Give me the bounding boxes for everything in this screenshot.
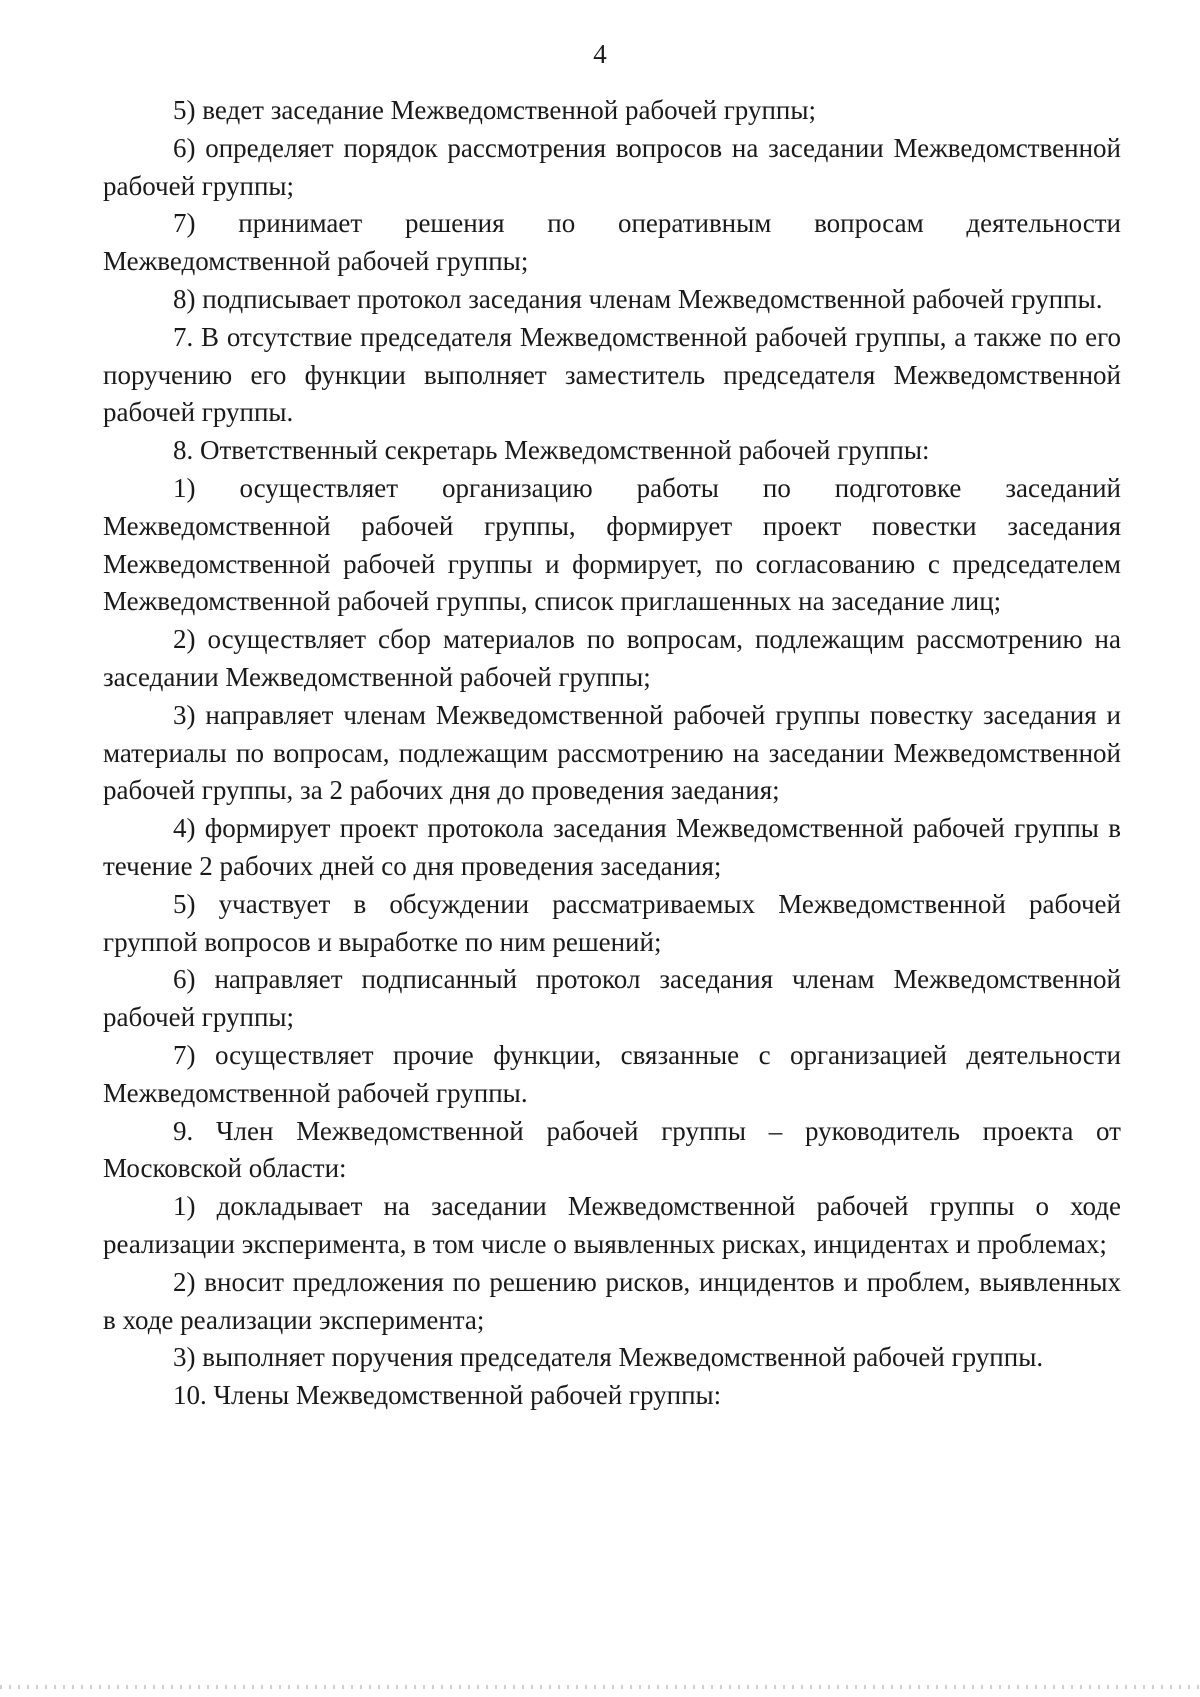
paragraph-member-3: 3) выполняет поручения председателя Межведомственной рабочей группы. [173,1342,1044,1373]
paragraph-secretary-3: 3) направляет членам Межведомственной рабочей группы повестку заседания и материалы по вопросам, подлежащим рассмотрению на заседании Межведомственной рабочей группы, за 2 рабочих дня до проведения заедания; [103,699,1121,806]
paragraph-item-6: 6) определяет порядок рассмотрения вопросов на заседании Межведомственной рабочей группы; [103,132,1121,201]
scan-edge-artifact [0,1685,1200,1689]
page-number: 4 [593,39,607,69]
paragraph-section-7: 7. В отсутствие председателя Межведомственной рабочей группы, а также по его поручению его функции выполняет заместитель председателя Межведомственной рабочей группы. [103,321,1121,428]
paragraph-item-8: 8) подписывает протокол заседания членам Межведомственной рабочей группы. [173,283,1103,314]
paragraph-secretary-6: 6) направляет подписанный протокол заседания членам Межведомственной рабочей группы; [103,964,1121,1033]
paragraph-section-10: 10. Члены Межведомственной рабочей группы: [173,1380,722,1411]
paragraph-secretary-2: 2) осуществляет сбор материалов по вопросам, подлежащим рассмотрению на заседании Межведомственной рабочей группы; [103,624,1121,692]
paragraph-item-7: 7) принимает решения по оперативным вопросам деятельности Межведомственной рабочей группы; [103,208,1121,277]
paragraph-item-5: 5) ведет заседание Межведомственной рабочей группы; [173,95,816,125]
paragraph-section-9: 9. Член Межведомственной рабочей группы – руководитель проекта от Московской области: [103,1115,1121,1184]
paragraph-secretary-5: 5) участвует в обсуждении рассматриваемых Межведомственной рабочей группой вопросов и выработке по ним решений; [103,888,1121,957]
paragraph-secretary-7: 7) осуществляет прочие функции, связанные с организацией деятельности Межведомственной рабочей группы. [103,1039,1121,1108]
document-body [103,92,1121,1415]
paragraph-member-2: 2) вносит предложения по решению рисков, инцидентов и проблем, выявленных в ходе реализации эксперимента; [103,1266,1121,1335]
paragraph-secretary-4: 4) формирует проект протокола заседания Межведомственной рабочей группы в течение 2 рабочих дней со дня проведения заседания; [103,813,1121,881]
paragraph-member-1: 1) докладывает на заседании Межведомственной рабочей группы о ходе реализации эксперимента, в том числе о выявленных рисках, инцидентах и проблемах; [103,1191,1121,1259]
paragraph-secretary-1: 1) осуществляет организацию работы по подготовке заседаний Межведомственной рабочей группы, формирует проект повестки заседания Межведомственной рабочей группы и формирует, по согласованию с председателем Межведомственной рабочей группы, список приглашенных на заседание лиц; [103,472,1121,617]
paragraph-section-8: 8. Ответственный секретарь Межведомственной рабочей группы: [173,435,930,466]
